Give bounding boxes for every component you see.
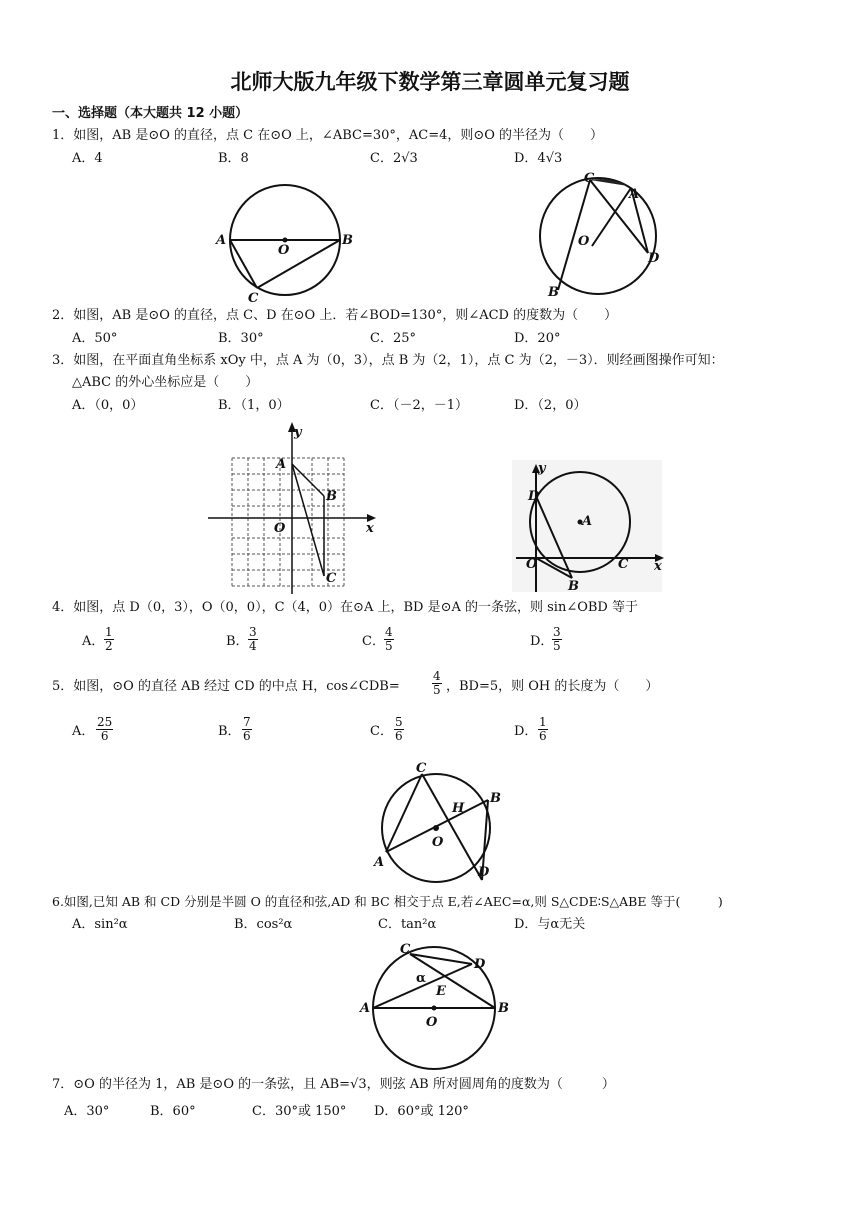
denominator: 5: [433, 683, 441, 697]
q4-stem: 4．如图，点 D（0，3），O（0，0），C（4，0）在⊙A 上，BD 是⊙A 的一条弦，则 sin∠OBD 等于: [52, 600, 638, 615]
q4-figure: [512, 460, 670, 594]
numerator: 1: [105, 625, 113, 639]
q5-stem-a: 5．如图，⊙O 的直径 AB 经过 CD 的中点 H，cos∠CDB=: [52, 679, 400, 694]
label-y: y: [294, 425, 302, 440]
q6-figure: [358, 940, 508, 1066]
label-y: y: [538, 461, 546, 476]
q1-option-b: B．8: [218, 151, 249, 166]
q4-option-d-fraction: [552, 626, 562, 653]
q5-stem-b: ，BD=5，则 OH 的长度为（ ）: [446, 679, 659, 694]
q1-option-d: D．4√3: [514, 151, 563, 166]
q5-option-a-prefix: A．: [72, 724, 95, 739]
q3-option-d: D．（2，0）: [514, 398, 587, 413]
label-c: C: [400, 942, 411, 957]
q5-option-c-prefix: C．: [370, 724, 393, 739]
label-b: B: [342, 233, 353, 248]
label-c: C: [618, 557, 629, 572]
denominator: 6: [395, 729, 403, 743]
q5-cos-fraction: [432, 670, 442, 697]
q3-figure-left: [208, 422, 388, 592]
q3-option-c: C．（－2，－1）: [370, 398, 468, 413]
q6-option-a: A．sin²α: [72, 917, 128, 932]
label-d: D: [474, 957, 486, 972]
q1-figure-right: [528, 170, 678, 300]
label-d: D: [478, 865, 490, 880]
label-a: A: [374, 855, 385, 870]
q7-option-a: A．30°: [64, 1104, 110, 1119]
label-a: A: [629, 187, 640, 202]
q7-stem: 7．⊙O 的半径为 1，AB 是⊙O 的一条弦，且 AB=√3，则弦 AB 所对圆周角的度数为（ ）: [52, 1077, 615, 1092]
denominator: 5: [385, 639, 393, 653]
q3-stem-line2: △ABC 的外心坐标应是（ ）: [72, 375, 259, 390]
numerator: 3: [553, 625, 561, 639]
label-o: O: [426, 1015, 438, 1030]
q2-option-b: B．30°: [218, 331, 264, 346]
q5-option-a-fraction: [96, 716, 113, 743]
label-c: C: [326, 571, 337, 586]
q4-option-c-prefix: C．: [362, 634, 385, 649]
label-o: O: [526, 557, 538, 572]
section-heading: 一、选择题（本大题共 12 小题）: [52, 106, 249, 121]
q1-option-a: A．4: [72, 151, 103, 166]
q2-option-d: D．20°: [514, 331, 561, 346]
label-o: O: [278, 243, 290, 258]
numerator: 5: [395, 715, 403, 729]
q5-option-d-prefix: D．: [514, 724, 538, 739]
denominator: 4: [249, 639, 257, 653]
numerator: 3: [249, 625, 257, 639]
q4-option-c-fraction: [384, 626, 394, 653]
q6-option-c: C．tan²α: [378, 917, 437, 932]
label-o: O: [578, 234, 590, 249]
q5-option-d-fraction: [538, 716, 548, 743]
label-c: C: [584, 171, 595, 186]
q1-option-c: C．2√3: [370, 151, 418, 166]
numerator: 1: [539, 715, 547, 729]
q6-option-b: B．cos²α: [234, 917, 293, 932]
q5-option-b-prefix: B．: [218, 724, 241, 739]
q7-option-b: B．60°: [150, 1104, 196, 1119]
q5-figure: [370, 758, 510, 884]
label-x: x: [366, 521, 374, 536]
label-c: C: [416, 761, 427, 776]
label-h: H: [452, 801, 465, 816]
label-c: C: [248, 291, 259, 306]
denominator: 6: [100, 729, 109, 743]
q4-option-a-fraction: [104, 626, 114, 653]
q4-option-d-prefix: D．: [530, 634, 554, 649]
q6-option-d: D．与α无关: [514, 917, 586, 932]
label-e: E: [436, 984, 446, 999]
numerator: 25: [97, 715, 113, 729]
q4-option-b-prefix: B．: [226, 634, 249, 649]
q2-stem: 2．如图，AB 是⊙O 的直径，点 C、D 在⊙O 上．若∠BOD=130°，则∠ACD 的度数为（ ）: [52, 308, 618, 323]
q6-stem: 6.如图,已知 AB 和 CD 分别是半圆 O 的直径和弦,AD 和 BC 相交于点 E,若∠AEC=α,则 S△CDE∶S△ABE 等于( ): [52, 894, 723, 909]
label-b: B: [490, 791, 501, 806]
numerator: 7: [243, 715, 251, 729]
label-a: A: [276, 457, 287, 472]
q1-stem: 1．如图，AB 是⊙O 的直径，点 C 在⊙O 上，∠ABC=30°，AC=4，则⊙O 的半径为（ ）: [52, 128, 604, 143]
q7-option-c: C．30°或 150°: [252, 1104, 347, 1119]
q7-option-d: D．60°或 120°: [374, 1104, 469, 1119]
q5-option-b-fraction: [242, 716, 252, 743]
label-b: B: [326, 489, 337, 504]
label-d: D: [648, 251, 660, 266]
q2-option-c: C．25°: [370, 331, 416, 346]
numerator: 4: [433, 669, 441, 683]
label-a: A: [582, 514, 593, 529]
q3-option-a: A．（0，0）: [72, 398, 144, 413]
q5-option-c-fraction: [394, 716, 404, 743]
label-x: x: [654, 559, 662, 574]
label-b: B: [568, 579, 579, 594]
label-o: O: [432, 835, 444, 850]
numerator: 4: [385, 625, 393, 639]
page-title: 北师大版九年级下数学第三章圆单元复习题: [230, 70, 630, 94]
label-d: D: [528, 489, 540, 504]
label-b: B: [548, 285, 559, 300]
label-a: A: [216, 233, 227, 248]
q4-option-a-prefix: A．: [82, 634, 105, 649]
q1-figure-left: [212, 178, 362, 306]
q3-option-b: B．（1，0）: [218, 398, 290, 413]
q2-option-a: A．50°: [72, 331, 118, 346]
denominator: 6: [539, 729, 547, 743]
label-a: A: [360, 1001, 371, 1016]
q4-option-b-fraction: [248, 626, 258, 653]
denominator: 6: [243, 729, 251, 743]
label-o: O: [274, 521, 286, 536]
denominator: 2: [105, 639, 113, 653]
label-b: B: [498, 1001, 509, 1016]
label-alpha: α: [416, 971, 427, 986]
denominator: 5: [553, 639, 561, 653]
q3-stem-line1: 3．如图，在平面直角坐标系 xOy 中，点 A 为（0，3），点 B 为（2，1），点 C 为（2，－3）．则经画图操作可知：: [52, 353, 724, 368]
